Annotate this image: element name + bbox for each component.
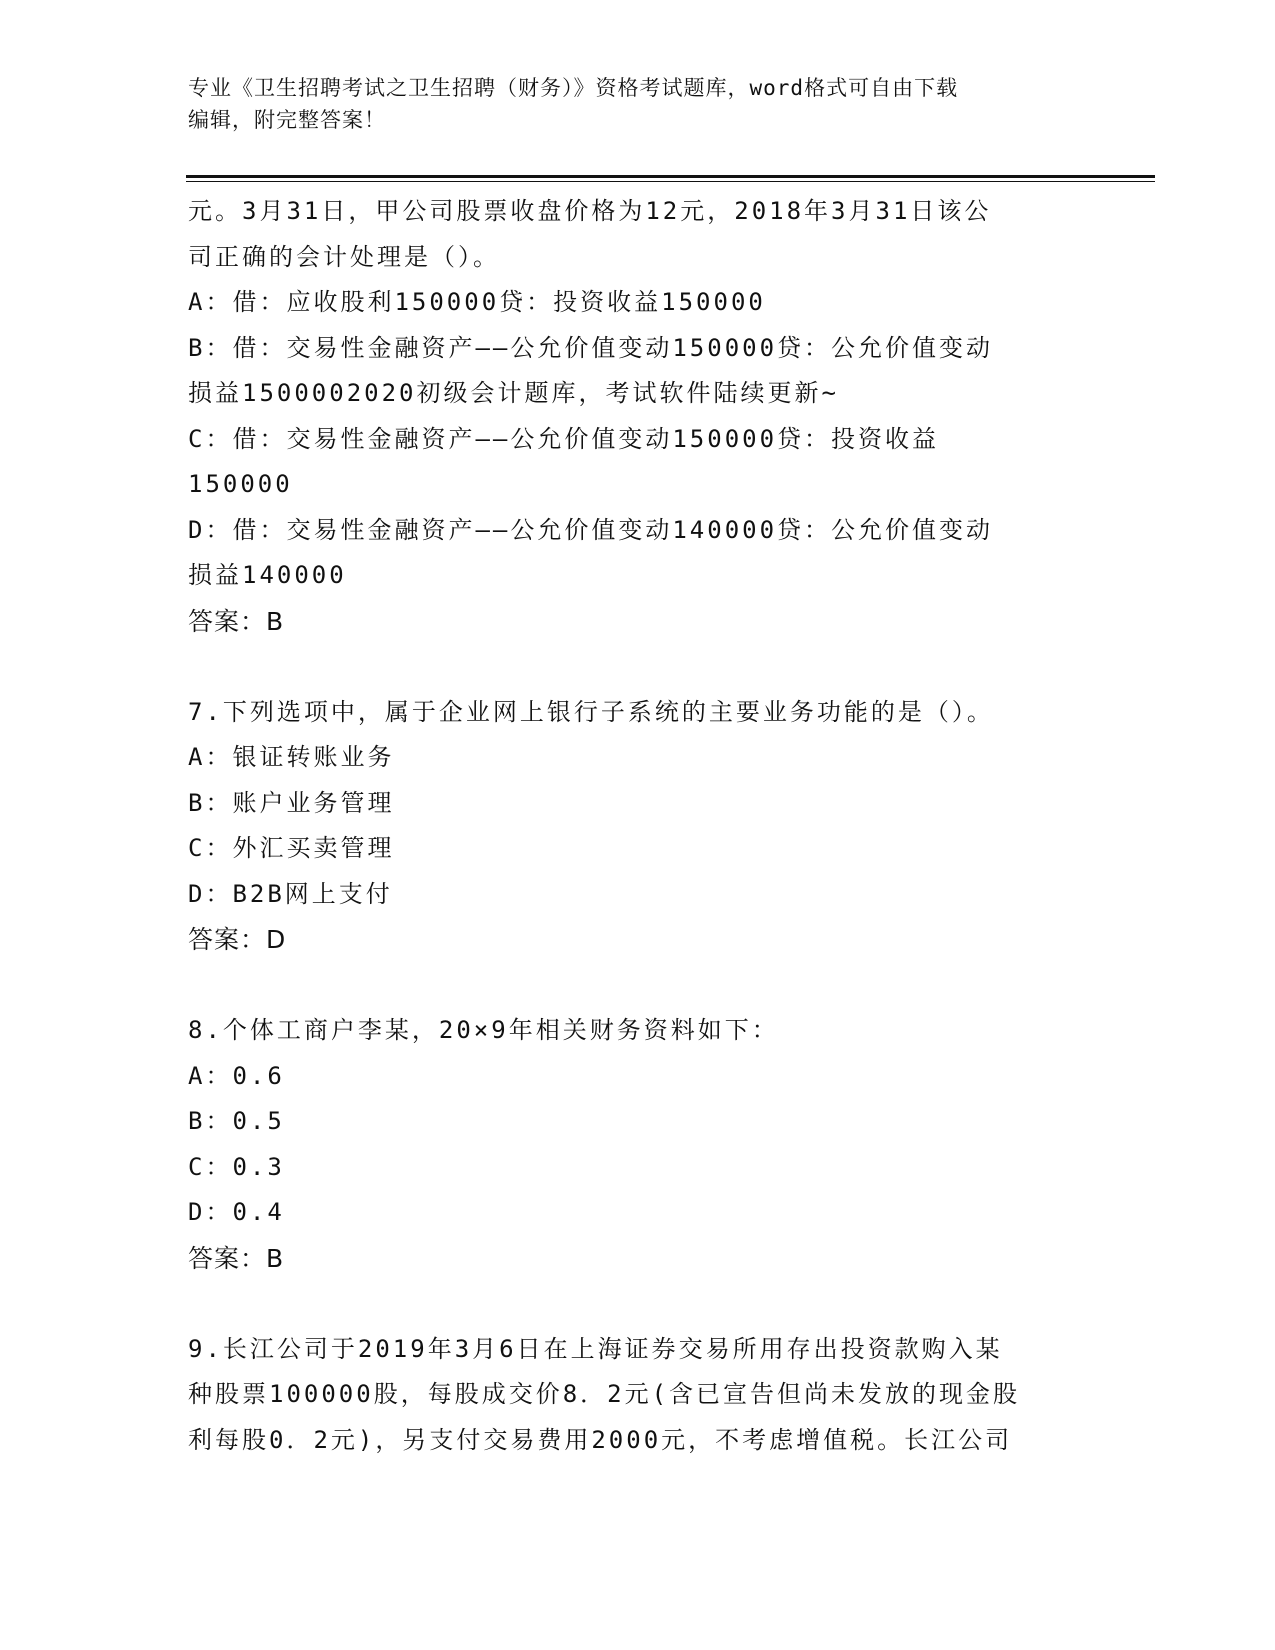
option-d-continued: 损益140000: [188, 561, 347, 589]
answer-label: 答案：D: [188, 925, 287, 954]
question-stem-line: 9.长江公司于2019年3月6日在上海证券交易所用存出投资款购入某: [188, 1334, 1003, 1363]
option-c: C：外汇买卖管理: [188, 834, 395, 862]
question-stem-line: 元。3月31日，甲公司股票收盘价格为12元，2018年3月31日该公: [188, 197, 992, 225]
question-stem: 7.下列选项中，属于企业网上银行子系统的主要业务功能的是（）。: [188, 697, 994, 726]
option-c-continued: 150000: [188, 470, 293, 498]
question-7: [188, 690, 1088, 963]
question-stem-line: 司正确的会计处理是（）。: [188, 242, 500, 271]
header-line-1: 专业《卫生招聘考试之卫生招聘（财务）》资格考试题库，word格式可自由下载: [188, 76, 959, 100]
answer-label: 答案：B: [188, 1243, 285, 1273]
option-d: D：0.4: [188, 1198, 285, 1226]
option-b: B：账户业务管理: [188, 788, 395, 817]
question-8: [188, 1008, 1088, 1281]
question-spacer: [188, 644, 1088, 690]
question-9: [188, 1327, 1088, 1464]
question-6: [188, 189, 1088, 644]
option-c: C：借：交易性金融资产——公允价值变动150000贷：投资收益: [188, 424, 940, 453]
option-b-continued: 损益1500002020初级会计题库，考试软件陆续更新~: [188, 379, 839, 407]
option-b: B：0.5: [188, 1107, 285, 1135]
header-divider-thick: [186, 175, 1155, 178]
question-spacer: [188, 963, 1088, 1009]
option-d: D：B2B网上支付: [188, 879, 393, 908]
document-header: [188, 72, 1088, 136]
document-body: [188, 189, 1088, 1463]
question-stem: 8.个体工商户李某，20×9年相关财务资料如下：: [188, 1016, 779, 1044]
option-a: A：0.6: [188, 1061, 285, 1090]
answer-label: 答案：B: [188, 606, 285, 636]
option-a: A：借：应收股利150000贷：投资收益150000: [188, 288, 766, 316]
question-spacer: [188, 1281, 1088, 1327]
header-divider-thin: [186, 181, 1155, 182]
option-a: A：银证转账业务: [188, 743, 395, 771]
option-c: C：0.3: [188, 1152, 285, 1181]
header-line-2: 编辑，附完整答案！: [188, 108, 386, 132]
option-b: B：借：交易性金融资产——公允价值变动150000贷：公允价值变动: [188, 333, 994, 362]
question-stem-line: 种股票100000股，每股成交价8．2元(含已宣告但尚未发放的现金股: [188, 1380, 1021, 1408]
question-stem-line: 利每股0．2元)，另支付交易费用2000元，不考虑增值税。长江公司: [188, 1425, 1013, 1454]
option-d: D：借：交易性金融资产——公允价值变动140000贷：公允价值变动: [188, 515, 994, 544]
